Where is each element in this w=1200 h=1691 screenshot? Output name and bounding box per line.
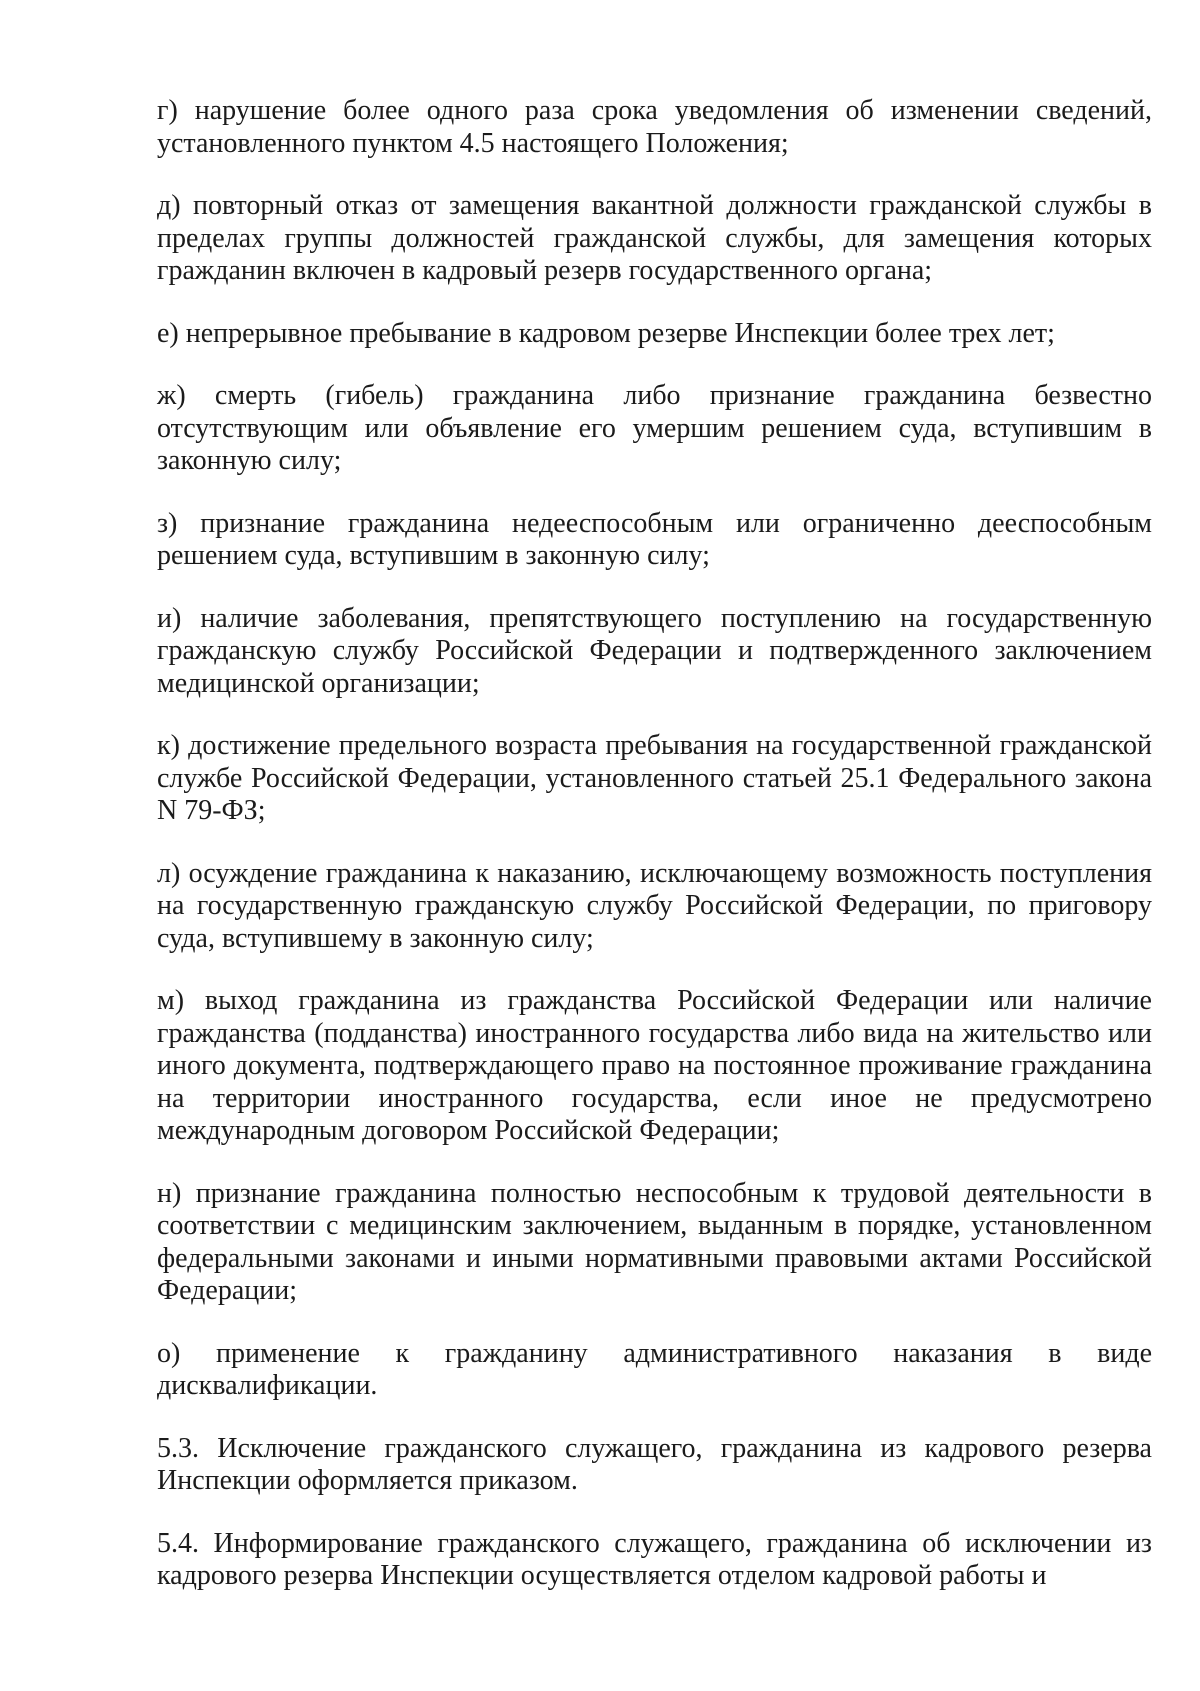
paragraph-z: з) признание гражданина недееспособным или ограниченно дееспособным решением суда, вступившим в законную силу; (157, 507, 1152, 571)
paragraph-g: г) нарушение более одного раза срока уведомления об изменении сведений, установленного пунктом 4.5 настоящего Положения; (157, 95, 1152, 159)
document-body (157, 95, 1152, 1623)
paragraph-i: и) наличие заболевания, препятствующего поступлению на государственную гражданскую службу Российской Федерации и подтвержденного заключением медицинской организации; (157, 602, 1152, 699)
paragraph-d: д) повторный отказ от замещения вакантной должности гражданской службы в пределах группы должностей гражданской службы, для замещения которых гражданин включен в кадровый резерв государственного органа; (157, 190, 1152, 286)
paragraph-m: м) выход гражданина из гражданства Российской Федерации или наличие гражданства (подданства) иностранного государства либо вида на жительство или иного документа, подтверждающего право на постоянное проживание гражданина на территории иностранного государства, если иное не предусмотрено международным договором Российской Федерации; (157, 985, 1152, 1146)
paragraph-k: к) достижение предельного возраста пребывания на государственной гражданской службе Российской Федерации, установленного статьей 25.1 Федерального закона N 79-ФЗ; (157, 730, 1152, 826)
paragraph-5-3: 5.3. Исключение гражданского служащего, гражданина из кадрового резерва Инспекции оформляется приказом. (157, 1432, 1152, 1496)
paragraph-l: л) осуждение гражданина к наказанию, исключающему возможность поступления на государственную гражданскую службу Российской Федерации, по приговору суда, вступившему в законную силу; (157, 857, 1152, 954)
paragraph-n: н) признание гражданина полностью неспособным к трудовой деятельности в соответствии с медицинским заключением, выданным в порядке, установленном федеральными законами и иными нормативными правовыми актами Российской Федерации; (157, 1177, 1152, 1306)
paragraph-zh: ж) смерть (гибель) гражданина либо признание гражданина безвестно отсутствующим или объявление его умершим решением суда, вступившим в законную силу; (157, 380, 1152, 476)
paragraph-e: е) непрерывное пребывание в кадровом резерве Инспекции более трех лет; (157, 317, 1055, 349)
paragraph-o: о) применение к гражданину административного наказания в виде дисквалификации. (157, 1337, 1152, 1401)
paragraph-5-4: 5.4. Информирование гражданского служащего, гражданина об исключении из кадрового резерва Инспекции осуществляется отделом кадровой работы и (157, 1527, 1152, 1591)
